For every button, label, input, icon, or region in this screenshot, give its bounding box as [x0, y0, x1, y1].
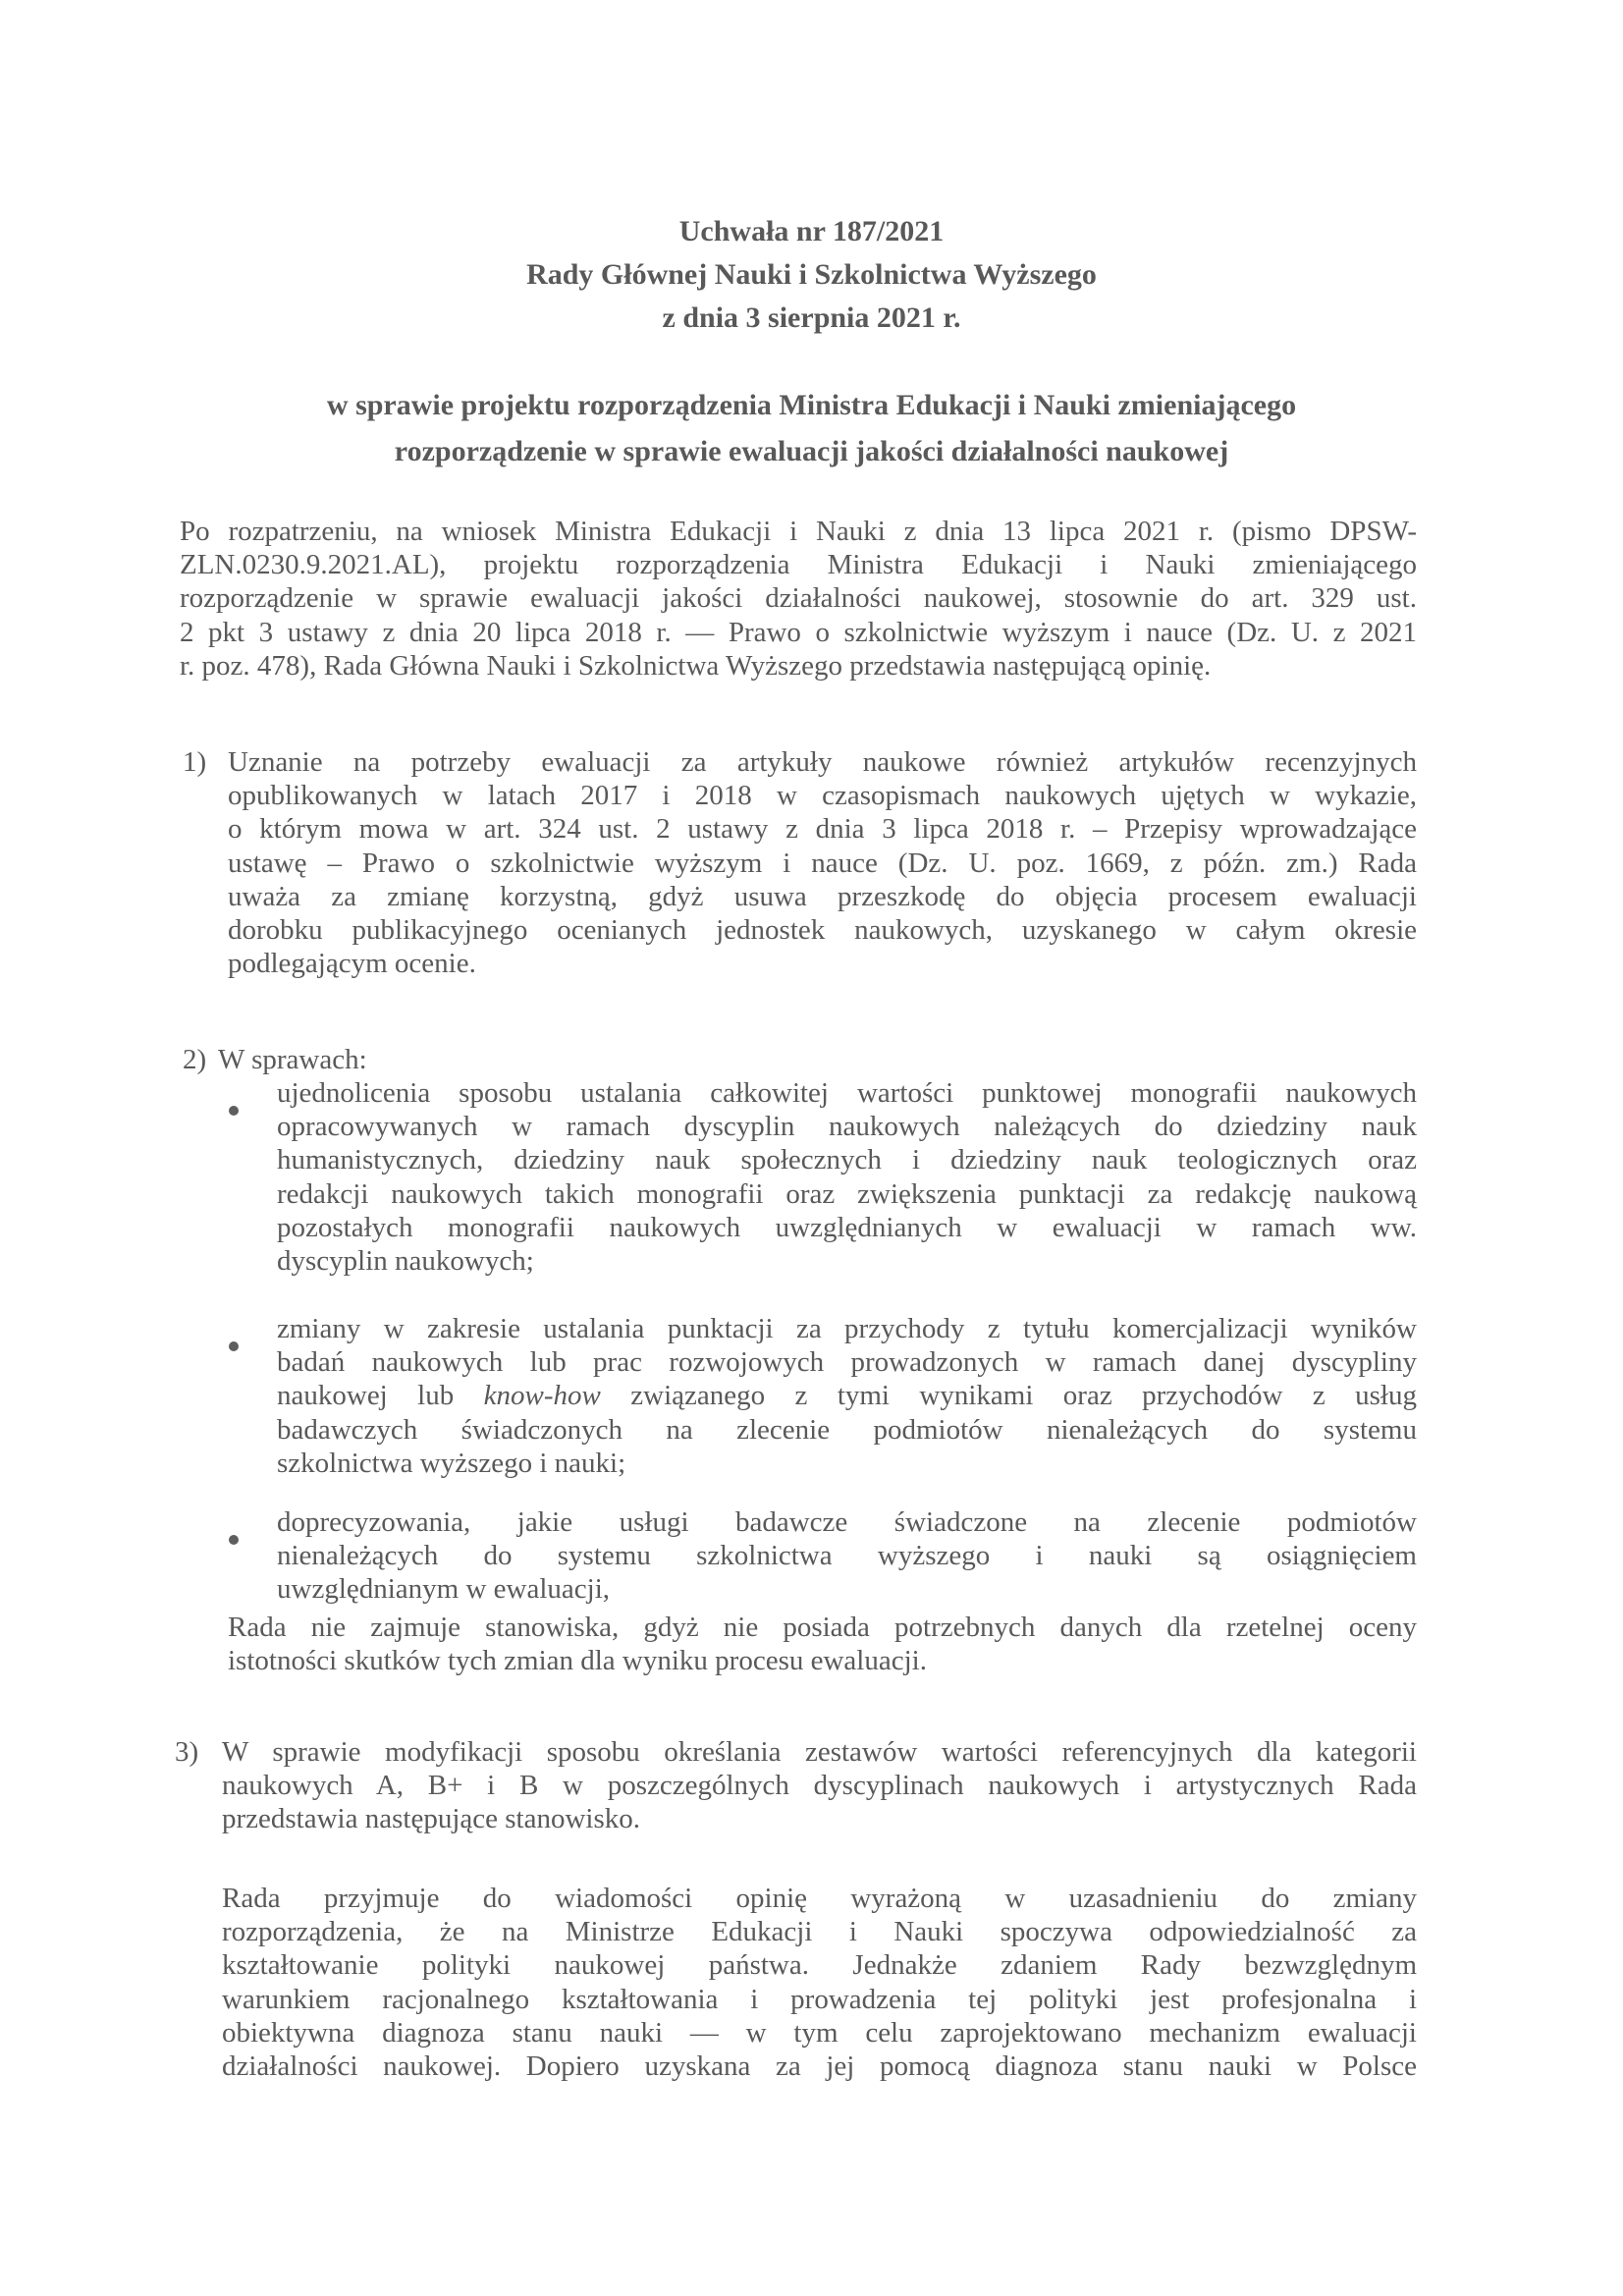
item-1-line: Uznanie na potrzeby ewaluacji za artykuły naukowe również artykułów recenzyjnych [228, 746, 1417, 778]
resolution-subject [0, 382, 1623, 474]
item-3-paragraph [222, 1882, 1417, 2083]
bullet-icon [229, 1106, 239, 1116]
intro-line: 2 pkt 3 ustawy z dnia 20 lipca 2018 r. — Prawo o szkolnictwie wyższym i nauce (Dz. U. z 2021 [180, 616, 1417, 648]
item-1-line: ustawę – Prawo o szkolnictwie wyższym i nauce (Dz. U. poz. 1669, z późn. zm.) Rada [228, 847, 1417, 879]
item-1-line: dorobku publikacyjnego ocenianych jednostek naukowych, uzyskanego w całym okresie [228, 913, 1417, 946]
item-3-para-line: kształtowanie polityki naukowej państwa. Jednakże zdaniem Rady bezwzględnym [222, 1949, 1417, 1982]
bullet-1-line: pozostałych monografii naukowych uwzględnianych w ewaluacji w ramach ww. [277, 1211, 1417, 1243]
item-2-bullet-3 [277, 1505, 1417, 1607]
bullet-2-line: badań naukowych lub prac rozwojowych prowadzonych w ramach danej dyscypliny [277, 1346, 1417, 1379]
title-line-1: Uchwała nr 187/2021 [678, 215, 945, 247]
item-1-line: opublikowanych w latach 2017 i 2018 w czasopismach naukowych ujętych w wykazie, [228, 780, 1417, 812]
bullet-3-line: uwzględnianym w ewaluacji, [277, 1573, 611, 1606]
bullet-2-line: zmiany w zakresie ustalania punktacji za przychody z tytułu komercjalizacji wyników [277, 1313, 1417, 1344]
bullet-3-line: nienależących do systemu szkolnictwa wyższego i nauki są osiągnięciem [277, 1540, 1417, 1572]
item-3-para-line: obiektywna diagnoza stanu nauki — w tym celu zaprojektowano mechanizm ewaluacji [222, 2016, 1417, 2049]
item-3-para-line: rozporządzenia, że na Ministrze Edukacji i Nauki spoczywa odpowiedzialność za [222, 1916, 1417, 1948]
item-2-bullet-1 [277, 1076, 1417, 1278]
bullet-2-line: badawczych świadczonych na zlecenie podmiotów nienależących do systemu [277, 1413, 1417, 1446]
bullet-1-line: redakcji naukowych takich monografii oraz zwiększenia punktacji za redakcję naukową [277, 1177, 1417, 1210]
resolution-title [0, 210, 1623, 340]
item-1-number: 1) [183, 746, 207, 778]
subject-line-2: rozporządzenie w sprawie ewaluacji jakości działalności naukowej [394, 435, 1229, 467]
bullet-3-line: doprecyzowania, jakie usługi badawcze świadczone na zlecenie podmiotów [277, 1506, 1417, 1538]
item-3-para-line: działalności naukowej. Dopiero uzyskana za jej pomocą diagnoza stanu nauki w Polsce [222, 2050, 1417, 2082]
bullet-1-line: opracowywanych w ramach dyscyplin naukowych należących do dziedziny nauk [277, 1111, 1417, 1143]
intro-paragraph [180, 515, 1417, 683]
item-2-bullet-2 [277, 1312, 1417, 1480]
subject-line-1: w sprawie projektu rozporządzenia Ministra Edukacji i Nauki zmieniającego [326, 389, 1297, 421]
item-2-closing [228, 1611, 1417, 1677]
intro-line: r. poz. 478), Rada Główna Nauki i Szkolnictwa Wyższego przedstawia następującą opinię. [180, 649, 1212, 682]
text-segment [277, 1380, 601, 1411]
bullet-2-line: szkolnictwa wyższego i nauki; [277, 1447, 626, 1479]
item-3-para-line: Rada przyjmuje do wiadomości opinię wyrażoną w uzasadnieniu do zmiany [222, 1883, 1417, 1914]
closing-line: istotności skutków tych zmian dla wyniku procesu ewaluacji. [228, 1645, 927, 1677]
item-3-number: 3) [175, 1736, 199, 1768]
closing-line: Rada nie zajmuje stanowiska, gdyż nie posiada potrzebnych danych dla rzetelnej oceny [228, 1612, 1417, 1643]
title-line-3: z dnia 3 sierpnia 2021 r. [662, 301, 961, 334]
item-3-text [222, 1735, 1417, 1836]
item-1-text [228, 745, 1417, 980]
bullet-icon [229, 1535, 239, 1545]
item-3-para-line: warunkiem racjonalnego kształtowania i prowadzenia tej polityki jest profesjonalna i [222, 1983, 1417, 2015]
bullet-icon [229, 1341, 239, 1351]
text-segment-b: związanego z tymi wynikami oraz przychodów z usług [630, 1380, 1417, 1412]
text-segment-a: naukowej lub [277, 1380, 484, 1412]
item-3-line: przedstawia następujące stanowisko. [222, 1803, 640, 1835]
item-1-line: podlegającym ocenie. [228, 948, 476, 980]
item-3-line: naukowych A, B+ i B w poszczególnych dyscyplinach naukowych i artystycznych Rada [222, 1770, 1417, 1802]
item-2-heading [218, 1043, 807, 1076]
item-1-line: uważa za zmianę korzystną, gdyż usuwa przeszkodę do objęcia procesem ewaluacji [228, 880, 1417, 912]
title-line-2: Rady Głównej Nauki i Szkolnictwa Wyższego [526, 258, 1097, 291]
bullet-1-line: dyscyplin naukowych; [277, 1244, 534, 1277]
bullet-2-line-with-italic [277, 1379, 1417, 1412]
bullet-1-line: humanistycznych, dziedziny nauk społecznych i dziedziny nauk teologicznych oraz [277, 1144, 1417, 1176]
intro-line: rozporządzenie w sprawie ewaluacji jakości działalności naukowej, stosownie do art. 329 ust. [180, 582, 1417, 615]
intro-line: Po rozpatrzeniu, na wniosek Ministra Edukacji i Nauki z dnia 13 lipca 2021 r. (pismo DPSW- [180, 516, 1417, 547]
item-2-heading-text: W sprawach: [218, 1044, 367, 1075]
bullet-1-line: ujednolicenia sposobu ustalania całkowitej wartości punktowej monografii naukowych [277, 1077, 1417, 1109]
item-3-line: W sprawie modyfikacji sposobu określania zestawów wartości referencyjnych dla kategorii [222, 1736, 1417, 1768]
item-1-line: o którym mowa w art. 324 ust. 2 ustawy z dnia 3 lipca 2018 r. – Przepisy wprowadzające [228, 813, 1417, 846]
item-2-number: 2) [183, 1044, 207, 1075]
italic-term-know-how: know-how [483, 1380, 601, 1412]
intro-line: ZLN.0230.9.2021.AL), projektu rozporządzenia Ministra Edukacji i Nauki zmieniającego [180, 549, 1417, 581]
